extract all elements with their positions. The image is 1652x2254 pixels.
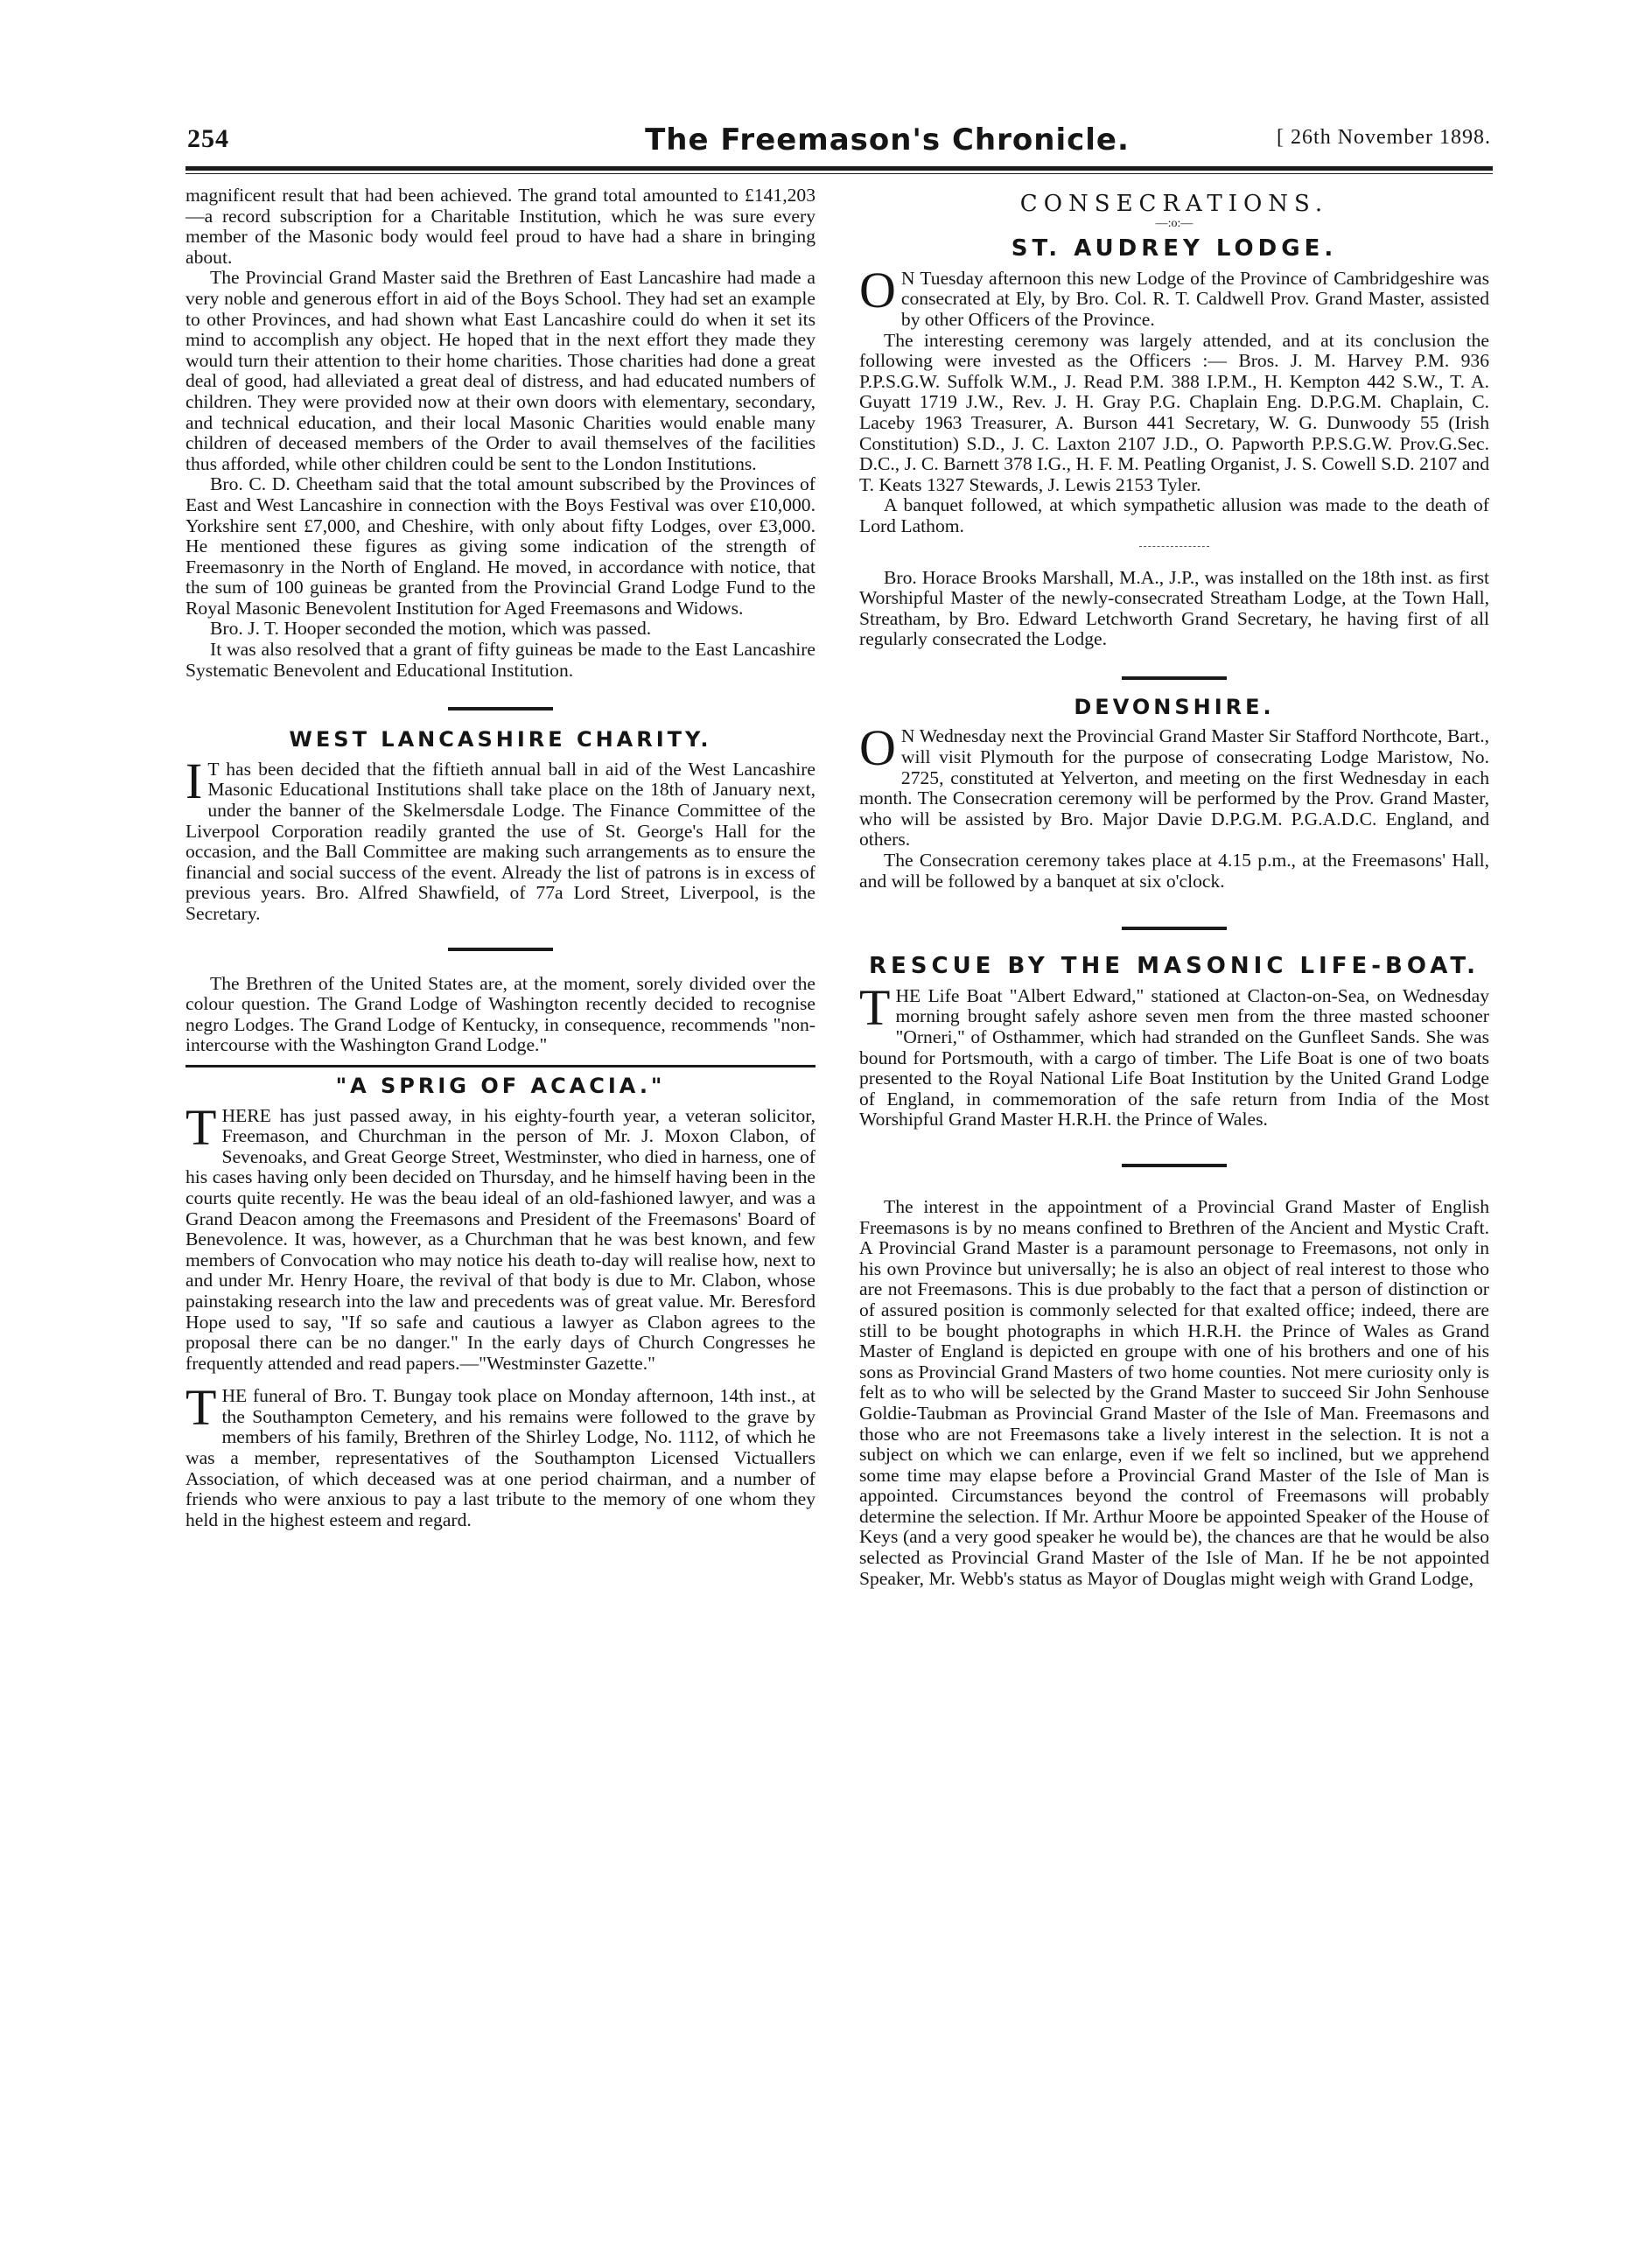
st-audrey-paragraph-3: A banquet followed, at which sympathetic allusion was made to the death of Lord Lathom. [859, 494, 1489, 536]
st-audrey-paragraph-2: The interesting ceremony was largely attended, and at its conclusion the following were invested as the Officers :— Bros. J. M. Harvey P.M. 936 P.P.S.G.W. Suffolk W.M., J. Read P.M. 388 I.P.M., H. Kempton 442 S.W., T. A. Guyatt 1719 J.W., Rev. J. H. Gray P.G. Chaplain Eng. D.P.G.M. Chaplain, C. Laceby 1963 Treasurer, A. Burson 441 Secretary, W. G. Dunwoody 55 (Irish Constitution) S.D., J. C. Laxton 2107 J.D., O. Papworth P.P.S.G.W. Prov.G.Sec. D.C., J. C. Barnett 378 I.G., H. F. M. Peatling Organist, J. S. Cowell S.D. 2107 and T. Keats 1327 Stewards, J. Lewis 2153 Tyler. [859, 329, 1489, 495]
dropcap-letter: T [186, 1379, 217, 1437]
devonshire-body-1: N Wednesday next the Provincial Grand Master Sir Stafford Northcote, Bart., will visit Plymouth for the purpose of consecrating Lodge Maristow, No. 2725, constituted at Yelverton, and meeting on the first Wednesday in each month. The Consecration ceremony will be performed by the Prov. Grand Master, who will be assisted by Bro. Major Davie D.P.G.M. P.G.A.D.C. England, and others. [859, 725, 1489, 850]
section-divider [448, 948, 553, 951]
united-states-paragraph: The Brethren of the United States are, at the moment, sorely divided over the colour question. The Grand Lodge of Washington recently decided to recognise negro Lodges. The Grand Lodge of Kentucky, in consequence, recommends "non-intercourse with the Washington Grand Lodge." [186, 972, 816, 1056]
dropcap-letter: T [186, 1098, 217, 1156]
lancashire-paragraph-2: The Provincial Grand Master said the Brethren of East Lancashire had made a very noble and generous effort in aid of the Boys School. They had set an example to other Provinces, and had shown what East Lancashire could do when it set its mind to accomplish any object. He hoped that in the next effort they made they would turn their attention to their home charities. Those charities had done a great deal of good, had alleviated a great deal of distress, and had educated numbers of children. They were provided now at their own doors with elementary, secondary, and technical education, and their local Masonic Charities would enable many children of deceased members of the Order to avail themselves of the facilities thus afforded, while other children could be sent to the London Institutions. [186, 267, 816, 474]
devonshire-paragraph-2: The Consecration ceremony takes place at 4.15 p.m., at the Freemasons' Hall, and will be followed by a banquet at six o'clock. [859, 850, 1489, 892]
devonshire-paragraph-1 [859, 719, 1489, 850]
west-lancashire-body: T has been decided that the fiftieth annual ball in aid of the West Lancashire Masonic Educational Institutions shall take place on the 18th of January next, under the banner of the Skelmersdale Lodge. The Finance Committee of the Liverpool Corporation readily granted the use of St. George's Hall for the occasion, and the Ball Committee are making such arrangements as to ensure the financial and social success of the event. Already the list of patrons is in excess of previous years. Bro. Alfred Shawfield, of 77a Lord Street, Liverpool, is the Secretary. [186, 758, 816, 924]
dropcap-letter: I [186, 752, 203, 809]
funeral-body: HE funeral of Bro. T. Bungay took place on Monday afternoon, 14th inst., at the Southampton Cemetery, and his remains were followed to the grave by members of his family, Brethren of the Shirley Lodge, No. 1112, of which he was a member, representatives of the Southampton Licensed Victuallers Association, of which deceased was at one period chairman, and a number of friends who were anxious to pay a last tribute to the memory of one whom they held in the highest esteem and regard. [186, 1385, 816, 1530]
rescue-article [859, 978, 1489, 1130]
ornament-divider: —:o:— [1155, 216, 1194, 230]
page-number: 254 [187, 124, 229, 153]
funeral-article [186, 1379, 816, 1530]
issue-date: [ 26th November 1898. [1277, 126, 1491, 149]
lancashire-paragraph-1: magnificent result that had been achieved. The grand total amounted to £141,203—a record subscription for a Charitable Institution, which he was sure every member of the Masonic body would feel proud to have had a share in bringing about. [186, 185, 816, 268]
dotted-divider [1139, 546, 1209, 547]
devonshire-heading: DEVONSHIRE. [1074, 694, 1275, 719]
section-divider [1122, 676, 1227, 680]
section-divider [1122, 927, 1227, 930]
left-column [186, 186, 816, 1530]
rescue-body: HE Life Boat "Albert Edward," stationed at Clacton-on-Sea, on Wednesday morning brought safely ashore seven men from the three masted schooner "Orneri," of Osthammer, which had stranded on the Gunfleet Sands. She was bound for Portsmouth, with a cargo of timber. The Life Boat is one of two boats presented to the Royal National Life Boat Institution by the United Grand Lodge of England, in commemoration of the safe return from India of the Most Worshipful Grand Master H.R.H. the Prince of Wales. [859, 984, 1489, 1130]
lancashire-paragraph-3: Bro. C. D. Cheetham said that the total amount subscribed by the Provinces of East and West Lancashire in connection with the Boys Festival was over £10,000. Yorkshire sent £7,000, and Cheshire, with only about fifty Lodges, over £3,000. He mentioned these figures as giving some indication of the strength of Freemasonry in the North of England. He moved, in accordance with notice, that the sum of 100 guineas be granted from the Provincial Grand Lodge Fund to the Royal Masonic Benevolent Institution for Aged Freemasons and Widows. [186, 473, 816, 619]
west-lancashire-heading: WEST LANCASHIRE CHARITY. [289, 727, 712, 752]
st-audrey-body-1: N Tuesday afternoon this new Lodge of the Province of Cambridgeshire was consecrated at Ely, by Bro. Col. R. T. Caldwell Prov. Grand Master, assisted by other Officers of the Province. [900, 267, 1489, 330]
section-divider-full [186, 1065, 816, 1068]
masthead-title: The Freemason's Chronicle. [645, 122, 1130, 158]
st-audrey-paragraph-1 [859, 261, 1489, 331]
page-header [187, 124, 1491, 164]
right-column [859, 186, 1489, 1589]
header-rule-thick [186, 166, 1493, 171]
header-rule-thin [186, 173, 1493, 174]
consecrations-heading: CONSECRATIONS. [1019, 191, 1329, 217]
dropcap-letter: O [859, 261, 896, 318]
section-divider [1122, 1164, 1227, 1167]
acacia-heading: "A SPRIG OF ACACIA." [335, 1073, 666, 1098]
acacia-article [186, 1098, 816, 1375]
dropcap-letter: T [859, 978, 891, 1036]
section-divider [448, 707, 553, 710]
streatham-paragraph: Bro. Horace Brooks Marshall, M.A., J.P., was installed on the 18th inst. as first Worshipful Master of the newly-consecrated Streatham Lodge, at the Town Hall, Streatham, by Bro. Edward Letchworth Grand Secretary, he having first of all regularly consecrated the Lodge. [859, 566, 1489, 650]
lancashire-paragraph-4: Bro. J. T. Hooper seconded the motion, which was passed. [210, 618, 652, 640]
dropcap-letter: O [859, 719, 896, 777]
st-audrey-heading: ST. AUDREY LODGE. [1011, 235, 1338, 262]
provincial-grand-master-paragraph: The interest in the appointment of a Provincial Grand Master of English Freemasons is by no means confined to Brethren of the Ancient and Mystic Craft. A Provincial Grand Master is a paramount personage to Freemasons, not only in his own Province but universally; he is also an object of real interest to those who are not Freemasons. This is due probably to the fact that a person of distinction or of assured position is commonly selected for that exalted office; indeed, there are still to be bought photographs in which H.R.H. the Prince of Wales as Grand Master of England is depicted en groupe with one of his brothers and one of his sons as Provincial Grand Masters of two home counties. Not mere curiosity only is felt as to who will be selected by the Grand Master to succeed Sir John Senhouse Goldie-Taubman as Provincial Grand Master of the Isle of Man. Freemasons and those who are not Freemasons take a lively interest in the selection. It is not a subject on which we can enlarge, even if we felt so inclined, but we apprehend some time may elapse before a Provincial Grand Master of the Isle of Man is appointed. Circumstances beyond the control of Freemasons will probably determine the selection. If Mr. Arthur Moore be appointed Speaker of the House of Keys (and a very good speaker he would be), the chances are that he would be also selected as Provincial Grand Master of the Isle of Man. If he be not appointed Speaker, Mr. Webb's status as Mayor of Douglas might weigh with Grand Lodge, [859, 1195, 1489, 1589]
acacia-body: HERE has just passed away, in his eighty-fourth year, a veteran solicitor, Freemason, and Churchman in the person of Mr. J. Moxon Clabon, of Sevenoaks, and Great George Street, Westminster, who died in harness, one of his cases having only been decided on Thursday, and he himself having been in the courts quite recently. He was the beau ideal of an old-fashioned lawyer, and was a Grand Deacon among the Freemasons and President of the Freemasons' Board of Benevolence. It was, however, as a Churchman that he was best known, and few members of Convocation who may notice his death to-day will realise how, next to and under Mr. Henry Hoare, the revival of that body is due to Mr. Clabon, whose painstaking research into the law and precedents was of great value. Mr. Beresford Hope used to say, "If so safe and cautious a lawyer as Clabon agrees to the proposal there can be no danger." In the early days of Church Congresses he frequently attended and read papers.—"Westminster Gazette." [186, 1104, 816, 1374]
lancashire-paragraph-5: It was also resolved that a grant of fifty guineas be made to the East Lancashire Systematic Benevolent and Educational Institution. [186, 639, 816, 681]
west-lancashire-article [186, 752, 816, 925]
rescue-heading: RESCUE BY THE MASONIC LIFE-BOAT. [868, 953, 1480, 980]
